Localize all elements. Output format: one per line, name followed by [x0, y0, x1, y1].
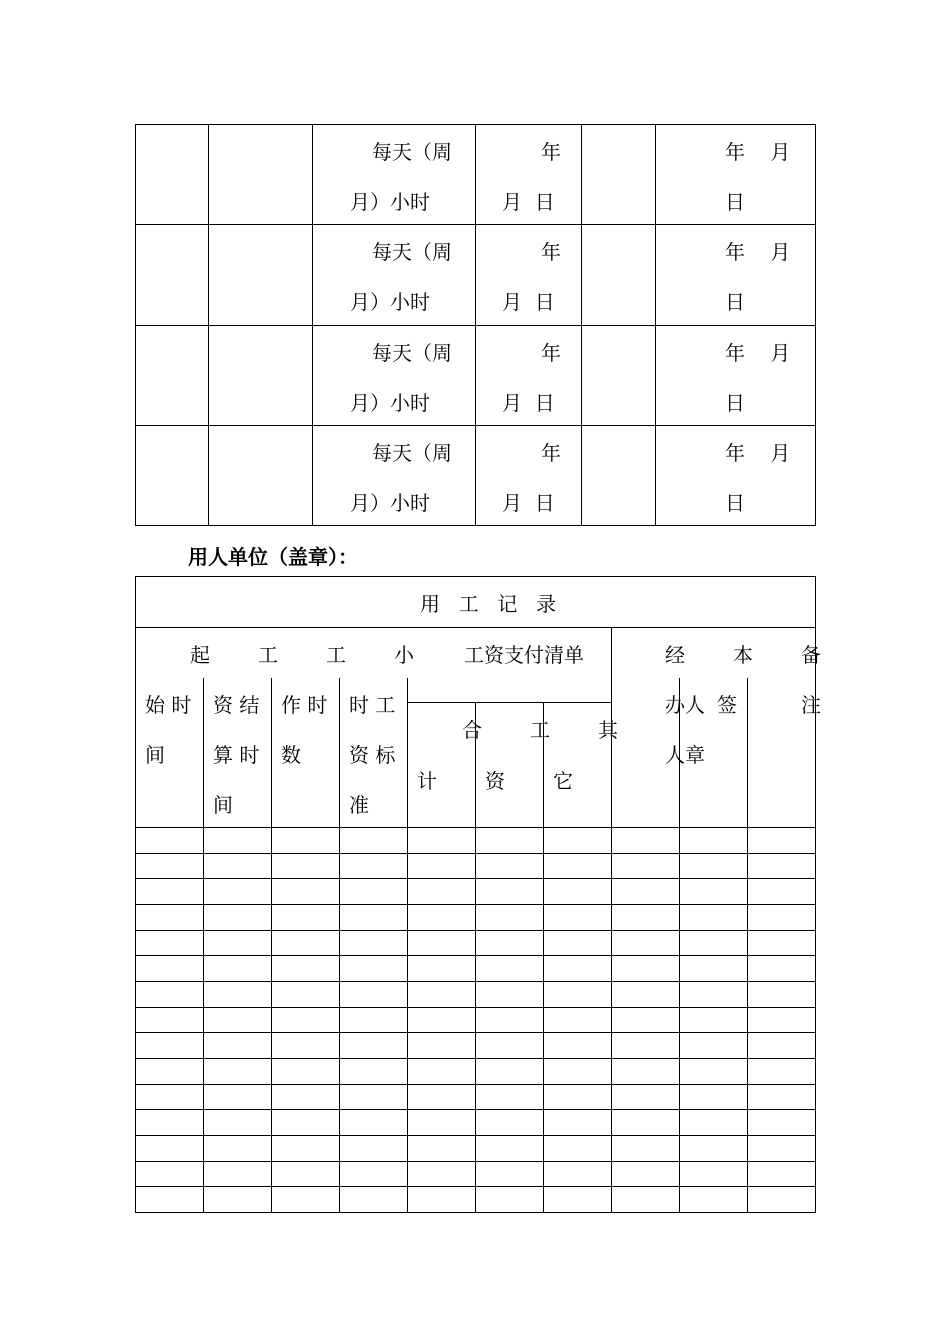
table-row-line	[135, 1032, 816, 1033]
hours-cell-line1: 每天（周	[372, 341, 452, 365]
header-hourly-wage: 时 工	[349, 693, 396, 717]
hours-cell-line2: 月）小时	[350, 391, 430, 415]
date1-cell-line2: 月 日	[502, 290, 555, 314]
header-hourly-wage: 小	[394, 643, 414, 667]
header-work-hours: 工	[326, 643, 346, 667]
hours-cell-line2: 月）小时	[350, 290, 430, 314]
date1-cell-line1: 年	[541, 441, 561, 465]
header-other: 其	[598, 718, 618, 742]
date1-cell-line2: 月 日	[502, 491, 555, 515]
header-note: 备	[801, 643, 821, 667]
header-other: 它	[553, 769, 573, 793]
date2-cell-line2: 日	[725, 190, 745, 214]
date2-cell-line1: 年 月	[725, 140, 791, 164]
employer-seal-label: 用人单位（盖章）：	[188, 545, 358, 569]
table-row-line	[135, 1135, 816, 1136]
header-hourly-wage: 准	[349, 793, 369, 817]
date1-cell-line1: 年	[541, 240, 561, 264]
date1-cell-line1: 年	[541, 341, 561, 365]
date2-cell-line1: 年 月	[725, 240, 791, 264]
date2-cell-line2: 日	[725, 391, 745, 415]
table-row-line	[135, 955, 816, 956]
header-wage: 工	[530, 718, 550, 742]
record-title: 用 工 记 录	[420, 592, 559, 616]
table-row-line	[135, 904, 816, 905]
header-wage-settlement: 间	[213, 793, 233, 817]
hours-cell-line2: 月）小时	[350, 190, 430, 214]
table-row-line	[135, 853, 816, 854]
table-row-line	[135, 1186, 816, 1187]
date2-cell-line2: 日	[725, 290, 745, 314]
table-row-line	[135, 1212, 816, 1213]
header-start-time: 间	[145, 743, 165, 767]
table-row-line	[135, 878, 816, 879]
header-sign: 本	[733, 643, 753, 667]
table-row-line	[135, 1084, 816, 1085]
hours-cell-line1: 每天（周	[372, 240, 452, 264]
hours-cell-line2: 月）小时	[350, 491, 430, 515]
table-row-line	[135, 981, 816, 982]
header-wage-settlement: 工	[258, 643, 278, 667]
header-wage-settlement: 算 时	[213, 743, 260, 767]
hours-cell-line1: 每天（周	[372, 441, 452, 465]
header-start-time: 起	[190, 643, 210, 667]
header-note: 注	[801, 693, 821, 717]
header-wage-settlement: 资 结	[213, 693, 260, 717]
header-handler: 人章	[665, 743, 705, 767]
date1-cell-line1: 年	[541, 140, 561, 164]
header-work-hours: 数	[281, 743, 301, 767]
date1-cell-line2: 月 日	[502, 190, 555, 214]
header-wage: 资	[485, 769, 505, 793]
hours-cell-line1: 每天（周	[372, 140, 452, 164]
date2-cell-line2: 日	[725, 491, 745, 515]
table-row-line	[135, 1058, 816, 1059]
header-total: 合	[462, 718, 482, 742]
date2-cell-line1: 年 月	[725, 441, 791, 465]
header-start-time: 始 时	[145, 693, 192, 717]
table-row-line	[135, 827, 816, 828]
table-row-line	[135, 1007, 816, 1008]
header-handler: 经	[665, 643, 685, 667]
header-work-hours: 作 时	[281, 693, 328, 717]
date1-cell-line2: 月 日	[502, 391, 555, 415]
date2-cell-line1: 年 月	[725, 341, 791, 365]
header-hourly-wage: 资 标	[349, 743, 396, 767]
header-sign: 签	[717, 693, 737, 717]
table-row-line	[135, 1109, 816, 1110]
header-total: 计	[417, 769, 437, 793]
header-pay-list: 工资支付清单	[464, 643, 584, 667]
table-row-line	[135, 1161, 816, 1162]
table-row-line	[135, 930, 816, 931]
header-handler: 办人	[665, 693, 705, 717]
